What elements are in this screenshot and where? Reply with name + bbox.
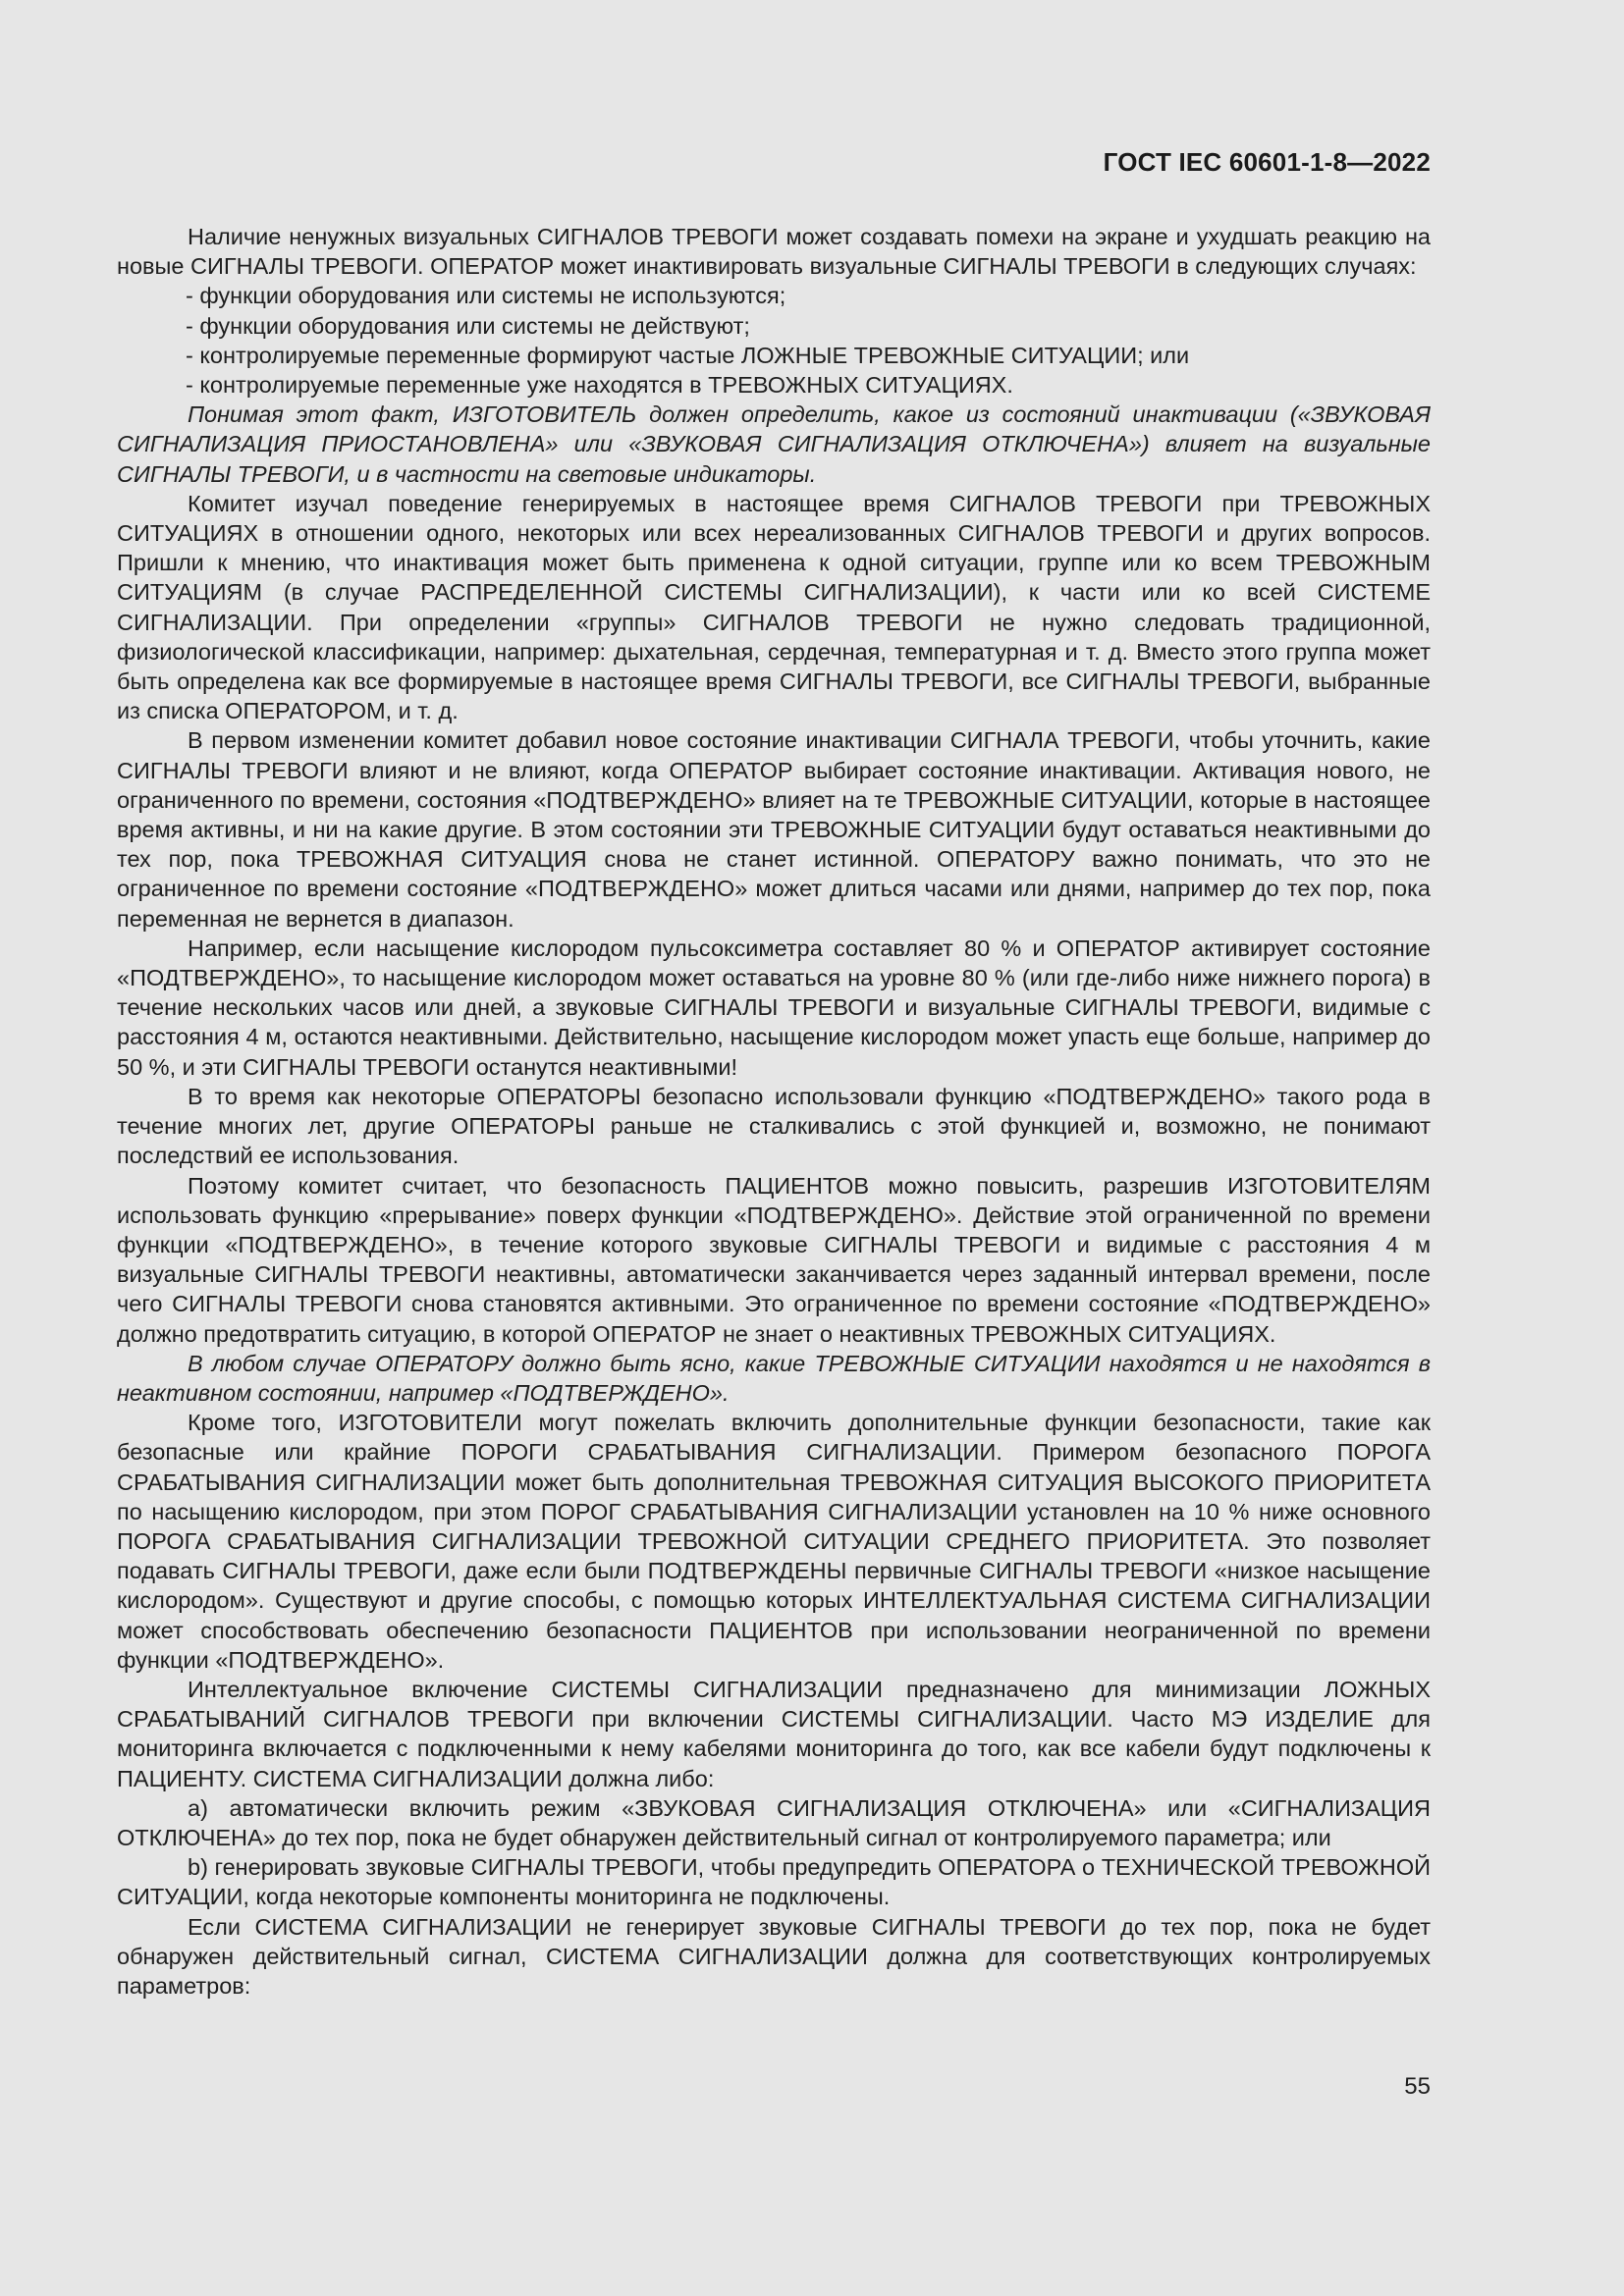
paragraph: Кроме того, ИЗГОТОВИТЕЛИ могут пожелать включить дополнительные функции безопасности, такие как безопасные или крайние ПОРОГИ СРАБАТЫВАНИЯ СИГНАЛИЗАЦИИ. Примером безопасного ПОРОГА СРАБАТЫВАНИЯ СИГНАЛИЗАЦИИ может быть дополнительная ТРЕВОЖНАЯ СИТУАЦИЯ ВЫСОКОГО ПРИОРИТЕТА по насыщению кислородом, при этом ПОРОГ СРАБАТЫВАНИЯ СИГНАЛИЗАЦИИ установлен на 10 % ниже основного ПОРОГА СРАБАТЫВАНИЯ СИГНАЛИЗАЦИИ ТРЕВОЖНОЙ СИТУАЦИИ СРЕДНЕГО ПРИОРИТЕТА. Это позволяет подавать СИГНАЛЫ ТРЕВОГИ, даже если были ПОДТВЕРЖДЕНЫ первичные СИГНАЛЫ ТРЕВОГИ «низкое насыщение кислородом». Существуют и другие способы, с помощью которых ИНТЕЛЛЕКТУАЛЬНАЯ СИСТЕМА СИГНАЛИЗАЦИИ может способствовать обеспечению безопасности ПАЦИЕНТОВ при использовании неограниченной по времени функции «ПОДТВЕРЖДЕНО». [117,1410,1431,1673]
list-item: - контролируемые переменные формируют частые ЛОЖНЫЕ ТРЕВОЖНЫЕ СИТУАЦИИ; или [186,342,1190,368]
document-header-title: ГОСТ IEC 60601-1-8—2022 [1103,147,1431,177]
list-item: - функции оборудования или системы не используются; [186,283,786,309]
page-number: 55 [1404,2073,1431,2100]
paragraph: В то время как некоторые ОПЕРАТОРЫ безопасно использовали функцию «ПОДТВЕРЖДЕНО» такого рода в течение многих лет, другие ОПЕРАТОРЫ раньше не сталкивались с этой функцией и, возможно, не понимают последствий ее использования. [117,1083,1431,1169]
paragraph: Комитет изучал поведение генерируемых в настоящее время СИГНАЛОВ ТРЕВОГИ при ТРЕВОЖНЫХ СИТУАЦИЯХ в отношении одного, некоторых или всех нереализованных СИГНАЛОВ ТРЕВОГИ и других вопросов. Пришли к мнению, что инактивация может быть применена к одной ситуации, группе или ко всем ТРЕВОЖНЫМ СИТУАЦИЯМ (в случае РАСПРЕДЕЛЕННОЙ СИСТЕМЫ СИГНАЛИЗАЦИИ), к части или ко всей СИСТЕМЕ СИГНАЛИЗАЦИИ. При определении «группы» СИГНАЛОВ ТРЕВОГИ не нужно следовать традиционной, физиологической классификации, например: дыхательная, сердечная, температурная и т. д. Вместо этого группа может быть определена как все формируемые в настоящее время СИГНАЛЫ ТРЕВОГИ, все СИГНАЛЫ ТРЕВОГИ, выбранные из списка ОПЕРАТОРОМ, и т. д. [117,490,1431,724]
paragraph: Наличие ненужных визуальных СИГНАЛОВ ТРЕВОГИ может создавать помехи на экране и ухудшать реакцию на новые СИГНАЛЫ ТРЕВОГИ. ОПЕРАТОР может инактивировать визуальные СИГНАЛЫ ТРЕВОГИ в следующих случаях: [117,224,1431,280]
list-item-a: a) автоматически включить режим «ЗВУКОВАЯ СИГНАЛИЗАЦИЯ ОТКЛЮЧЕНА» или «СИГНАЛИЗАЦИЯ ОТКЛЮЧЕНА» до тех пор, пока не будет обнаружен действительный сигнал от контролируемого параметра; или [117,1794,1431,1850]
paragraph: Поэтому комитет считает, что безопасность ПАЦИЕНТОВ можно повысить, разрешив ИЗГОТОВИТЕЛЯМ использовать функцию «прерывание» поверх функции «ПОДТВЕРЖДЕНО». Действие этой ограниченной по времени функции «ПОДТВЕРЖДЕНО», в течение которого звуковые СИГНАЛЫ ТРЕВОГИ и видимые с расстояния 4 м визуальные СИГНАЛЫ ТРЕВОГИ неактивны, автоматически заканчивается через заданный интервал времени, после чего СИГНАЛЫ ТРЕВОГИ снова становятся активными. Это ограниченное по времени состояние «ПОДТВЕРЖДЕНО» должно предотвратить ситуацию, в которой ОПЕРАТОР не знает о неактивных ТРЕВОЖНЫХ СИТУАЦИЯХ. [117,1172,1431,1347]
document-body [117,222,1431,2001]
list-item: - функции оборудования или системы не действуют; [186,312,750,339]
paragraph-italic: В любом случае ОПЕРАТОРУ должно быть ясно, какие ТРЕВОЖНЫЕ СИТУАЦИИ находятся и не находятся в неактивном состоянии, например «ПОДТВЕРЖДЕНО». [117,1350,1431,1406]
list-item-b: b) генерировать звуковые СИГНАЛЫ ТРЕВОГИ, чтобы предупредить ОПЕРАТОРА о ТЕХНИЧЕСКОЙ ТРЕВОЖНОЙ СИТУАЦИИ, когда некоторые компоненты мониторинга не подключены. [117,1854,1431,1910]
paragraph: Например, если насыщение кислородом пульсоксиметра составляет 80 % и ОПЕРАТОР активирует состояние «ПОДТВЕРЖДЕНО», то насыщение кислородом может оставаться на уровне 80 % (или где-либо ниже нижнего порога) в течение нескольких часов или дней, а звуковые СИГНАЛЫ ТРЕВОГИ и визуальные СИГНАЛЫ ТРЕВОГИ, видимые с расстояния 4 м, остаются неактивными. Действительно, насыщение кислородом может упасть еще больше, например до 50 %, и эти СИГНАЛЫ ТРЕВОГИ останутся неактивными! [117,934,1431,1080]
paragraph-italic: Понимая этот факт, ИЗГОТОВИТЕЛЬ должен определить, какое из состояний инактивации («ЗВУКОВАЯ СИГНАЛИЗАЦИЯ ПРИОСТАНОВЛЕНА» или «ЗВУКОВАЯ СИГНАЛИЗАЦИЯ ОТКЛЮЧЕНА») влияет на визуальные СИГНАЛЫ ТРЕВОГИ, и в частности на световые индикаторы. [117,401,1431,487]
paragraph: В первом изменении комитет добавил новое состояние инактивации СИГНАЛА ТРЕВОГИ, чтобы уточнить, какие СИГНАЛЫ ТРЕВОГИ влияют и не влияют, когда ОПЕРАТОР выбирает состояние инактивации. Активация нового, не ограниченного по времени, состояния «ПОДТВЕРЖДЕНО» влияет на те ТРЕВОЖНЫЕ СИТУАЦИИ, которые в настоящее время активны, и ни на какие другие. В этом состоянии эти ТРЕВОЖНЫЕ СИТУАЦИИ будут оставаться неактивными до тех пор, пока ТРЕВОЖНАЯ СИТУАЦИЯ снова не станет истинной. ОПЕРАТОРУ важно понимать, что это не ограниченное по времени состояние «ПОДТВЕРЖДЕНО» может длиться часами или днями, например до тех пор, пока переменная не вернется в диапазон. [117,727,1431,932]
paragraph: Если СИСТЕМА СИГНАЛИЗАЦИИ не генерирует звуковые СИГНАЛЫ ТРЕВОГИ до тех пор, пока не будет обнаружен действительный сигнал, СИСТЕМА СИГНАЛИЗАЦИИ должна для соответствующих контролируемых параметров: [117,1913,1431,1999]
paragraph: Интеллектуальное включение СИСТЕМЫ СИГНАЛИЗАЦИИ предназначено для минимизации ЛОЖНЫХ СРАБАТЫВАНИЙ СИГНАЛОВ ТРЕВОГИ при включении СИСТЕМЫ СИГНАЛИЗАЦИИ. Часто МЭ ИЗДЕЛИЕ для мониторинга включается с подключенными к нему кабелями мониторинга до того, как все кабели будут подключены к ПАЦИЕНТУ. СИСТЕМА СИГНАЛИЗАЦИИ должна либо: [117,1676,1431,1791]
dash-list [117,281,1431,400]
list-item: - контролируемые переменные уже находятся в ТРЕВОЖНЫХ СИТУАЦИЯХ. [186,372,1013,399]
